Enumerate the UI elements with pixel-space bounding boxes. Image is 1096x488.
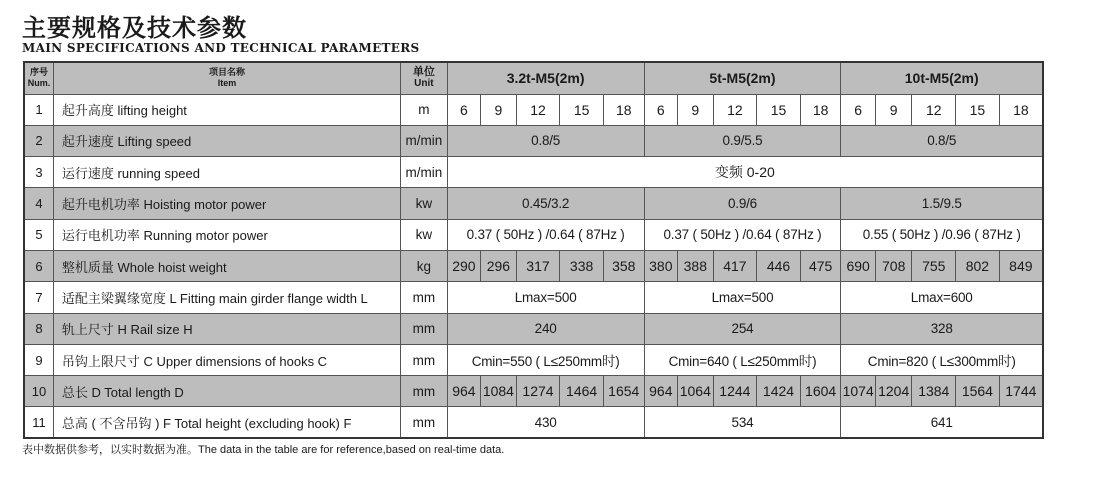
table-row (24, 376, 1043, 407)
group-value-cell: 0.8/5 (447, 125, 644, 156)
table-row (24, 157, 1043, 188)
row-unit: mm (401, 376, 448, 407)
page-subtitle: MAIN SPECIFICATIONS AND TECHNICAL PARAMETERS (22, 41, 420, 55)
row-item-name: 适配主梁翼缘宽度 L Fitting main girder flange width L (53, 282, 400, 313)
value-cell: 755 (912, 250, 956, 281)
value-cell: 1564 (956, 376, 1000, 407)
value-cell: 1064 (678, 376, 714, 407)
value-cell: 317 (516, 250, 560, 281)
value-cell: 388 (678, 250, 714, 281)
header-item: 项目名称 Item (53, 62, 400, 94)
row-unit: kg (401, 250, 448, 281)
table-row (24, 282, 1043, 313)
row-number: 9 (24, 344, 53, 375)
row-unit: kw (401, 188, 448, 219)
row-item-name: 起升速度 Lifting speed (53, 125, 400, 156)
group-value-cell: Cmin=820 ( L≤300mm时) (841, 344, 1043, 375)
specifications-table (23, 61, 1044, 439)
value-cell: 1074 (841, 376, 876, 407)
table-row (24, 313, 1043, 344)
row-number: 5 (24, 219, 53, 250)
row-number: 7 (24, 282, 53, 313)
value-cell: 18 (800, 94, 841, 125)
value-cell: 417 (713, 250, 757, 281)
group-value-cell: Lmax=600 (841, 282, 1043, 313)
value-cell: 446 (757, 250, 801, 281)
row-number: 6 (24, 250, 53, 281)
header-model-2: 5t-M5(2m) (644, 62, 841, 94)
row-number: 3 (24, 157, 53, 188)
value-cell: 1204 (875, 376, 912, 407)
value-cell: 1384 (912, 376, 956, 407)
group-value-cell: 641 (841, 407, 1043, 438)
table-row (24, 219, 1043, 250)
row-item-name: 整机质量 Whole hoist weight (53, 250, 400, 281)
row-item-name: 轨上尺寸 H Rail size H (53, 313, 400, 344)
group-value-cell: 430 (447, 407, 644, 438)
value-cell: 708 (875, 250, 912, 281)
row-unit: m/min (401, 157, 448, 188)
value-cell: 1604 (800, 376, 841, 407)
value-cell: 6 (644, 94, 677, 125)
value-cell: 12 (912, 94, 956, 125)
group-value-cell: 534 (644, 407, 841, 438)
group-value-cell: 254 (644, 313, 841, 344)
value-cell: 380 (644, 250, 677, 281)
table-row (24, 250, 1043, 281)
value-cell: 964 (644, 376, 677, 407)
value-cell: 1244 (713, 376, 757, 407)
group-value-cell: 328 (841, 313, 1043, 344)
group-value-cell: 1.5/9.5 (841, 188, 1043, 219)
group-value-cell: 240 (447, 313, 644, 344)
value-cell: 15 (956, 94, 1000, 125)
value-cell: 338 (560, 250, 604, 281)
value-cell: 15 (757, 94, 801, 125)
row-item-name: 总长 D Total length D (53, 376, 400, 407)
row-item-name: 总高 ( 不含吊钩 ) F Total height (excluding hook) F (53, 407, 400, 438)
value-cell: 12 (713, 94, 757, 125)
page-title: 主要规格及技术参数 (22, 14, 247, 42)
value-cell: 1744 (999, 376, 1043, 407)
table-row (24, 344, 1043, 375)
value-cell: 15 (560, 94, 604, 125)
row-number: 1 (24, 94, 53, 125)
group-value-cell: 0.9/6 (644, 188, 841, 219)
group-value-cell: 0.9/5.5 (644, 125, 841, 156)
value-cell: 358 (603, 250, 644, 281)
row-unit: m/min (401, 125, 448, 156)
group-value-cell: 0.8/5 (841, 125, 1043, 156)
value-cell: 290 (447, 250, 480, 281)
group-value-cell: Lmax=500 (447, 282, 644, 313)
value-cell: 18 (999, 94, 1043, 125)
row-unit: mm (401, 313, 448, 344)
value-cell: 9 (875, 94, 912, 125)
value-cell: 1464 (560, 376, 604, 407)
value-cell: 6 (841, 94, 876, 125)
value-cell: 6 (447, 94, 480, 125)
row-item-name: 运行速度 running speed (53, 157, 400, 188)
group-value-cell: 0.37 ( 50Hz ) /0.64 ( 87Hz ) (644, 219, 841, 250)
value-cell: 1424 (757, 376, 801, 407)
value-cell: 12 (516, 94, 560, 125)
row-unit: m (401, 94, 448, 125)
row-unit: mm (401, 407, 448, 438)
value-cell: 9 (481, 94, 517, 125)
table-row (24, 407, 1043, 438)
header-model-3: 10t-M5(2m) (841, 62, 1043, 94)
row-number: 11 (24, 407, 53, 438)
group-value-cell: Lmax=500 (644, 282, 841, 313)
group-value-cell: Cmin=550 ( L≤250mm时) (447, 344, 644, 375)
table-row (24, 188, 1043, 219)
value-cell: 1274 (516, 376, 560, 407)
value-cell: 1084 (481, 376, 517, 407)
table-row (24, 94, 1043, 125)
row-unit: kw (401, 219, 448, 250)
footnote: 表中数据供参考，以实时数据为准。The data in the table are for reference,based on real-time data. (22, 444, 505, 456)
value-cell: 690 (841, 250, 876, 281)
row-item-name: 吊钩上限尺寸 C Upper dimensions of hooks C (53, 344, 400, 375)
header-model-1: 3.2t-M5(2m) (447, 62, 644, 94)
row-number: 10 (24, 376, 53, 407)
value-cell: 802 (956, 250, 1000, 281)
row-number: 2 (24, 125, 53, 156)
group-value-cell: 0.45/3.2 (447, 188, 644, 219)
header-unit: 单位 Unit (401, 62, 448, 94)
row-number: 4 (24, 188, 53, 219)
value-cell: 1654 (603, 376, 644, 407)
value-cell: 9 (678, 94, 714, 125)
full-value-cell: 变频 0-20 (447, 157, 1043, 188)
value-cell: 964 (447, 376, 480, 407)
group-value-cell: Cmin=640 ( L≤250mm时) (644, 344, 841, 375)
row-item-name: 起升电机功率 Hoisting motor power (53, 188, 400, 219)
table-header-row (24, 62, 1043, 94)
group-value-cell: 0.37 ( 50Hz ) /0.64 ( 87Hz ) (447, 219, 644, 250)
row-number: 8 (24, 313, 53, 344)
table-row (24, 125, 1043, 156)
row-unit: mm (401, 282, 448, 313)
value-cell: 18 (603, 94, 644, 125)
row-item-name: 运行电机功率 Running motor power (53, 219, 400, 250)
value-cell: 296 (481, 250, 517, 281)
header-num: 序号 Num. (24, 62, 53, 94)
value-cell: 475 (800, 250, 841, 281)
value-cell: 849 (999, 250, 1043, 281)
row-item-name: 起升高度 lifting height (53, 94, 400, 125)
group-value-cell: 0.55 ( 50Hz ) /0.96 ( 87Hz ) (841, 219, 1043, 250)
row-unit: mm (401, 344, 448, 375)
